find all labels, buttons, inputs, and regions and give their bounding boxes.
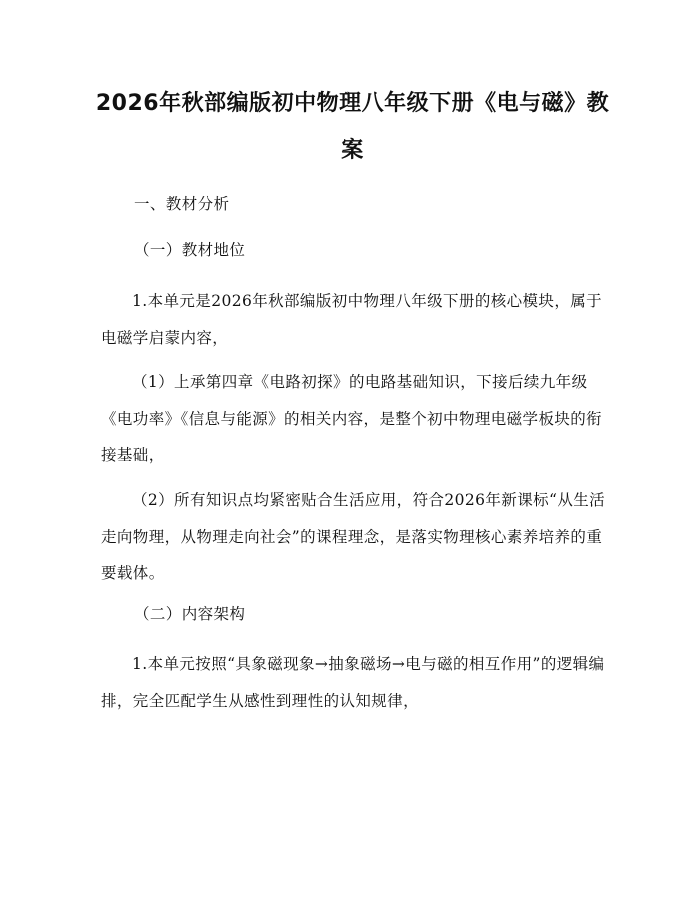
subsection-heading-textbook-position: （一）教材地位 xyxy=(134,241,246,259)
section-heading-textbook-analysis: 一、教材分析 xyxy=(134,195,230,213)
subsection-heading-content-structure: （二）内容架构 xyxy=(134,605,246,623)
paragraph-life-application: （2）所有知识点均紧密贴合生活应用，符合2026年新课标“从生活走向物理，从物理走向社会”的课程理念，是落实物理核心素养培养的重要载体。 xyxy=(101,491,606,582)
paragraph-connection-knowledge: （1）上承第四章《电路初探》的电路基础知识，下接后续九年级《电功率》《信息与能源》的相关内容，是整个初中物理电磁学板块的衔接基础， xyxy=(101,373,603,464)
paragraph-unit-arrangement: 1.本单元按照“具象磁现象→抽象磁场→电与磁的相互作用”的逻辑编排，完全匹配学生从感性到理性的认知规律， xyxy=(101,655,605,710)
document-title: 2026年秋部编版初中物理八年级下册《电与磁》教案 xyxy=(95,91,610,163)
paragraph-unit-core-module: 1.本单元是2026年秋部编版初中物理八年级下册的核心模块，属于电磁学启蒙内容， xyxy=(101,292,603,347)
